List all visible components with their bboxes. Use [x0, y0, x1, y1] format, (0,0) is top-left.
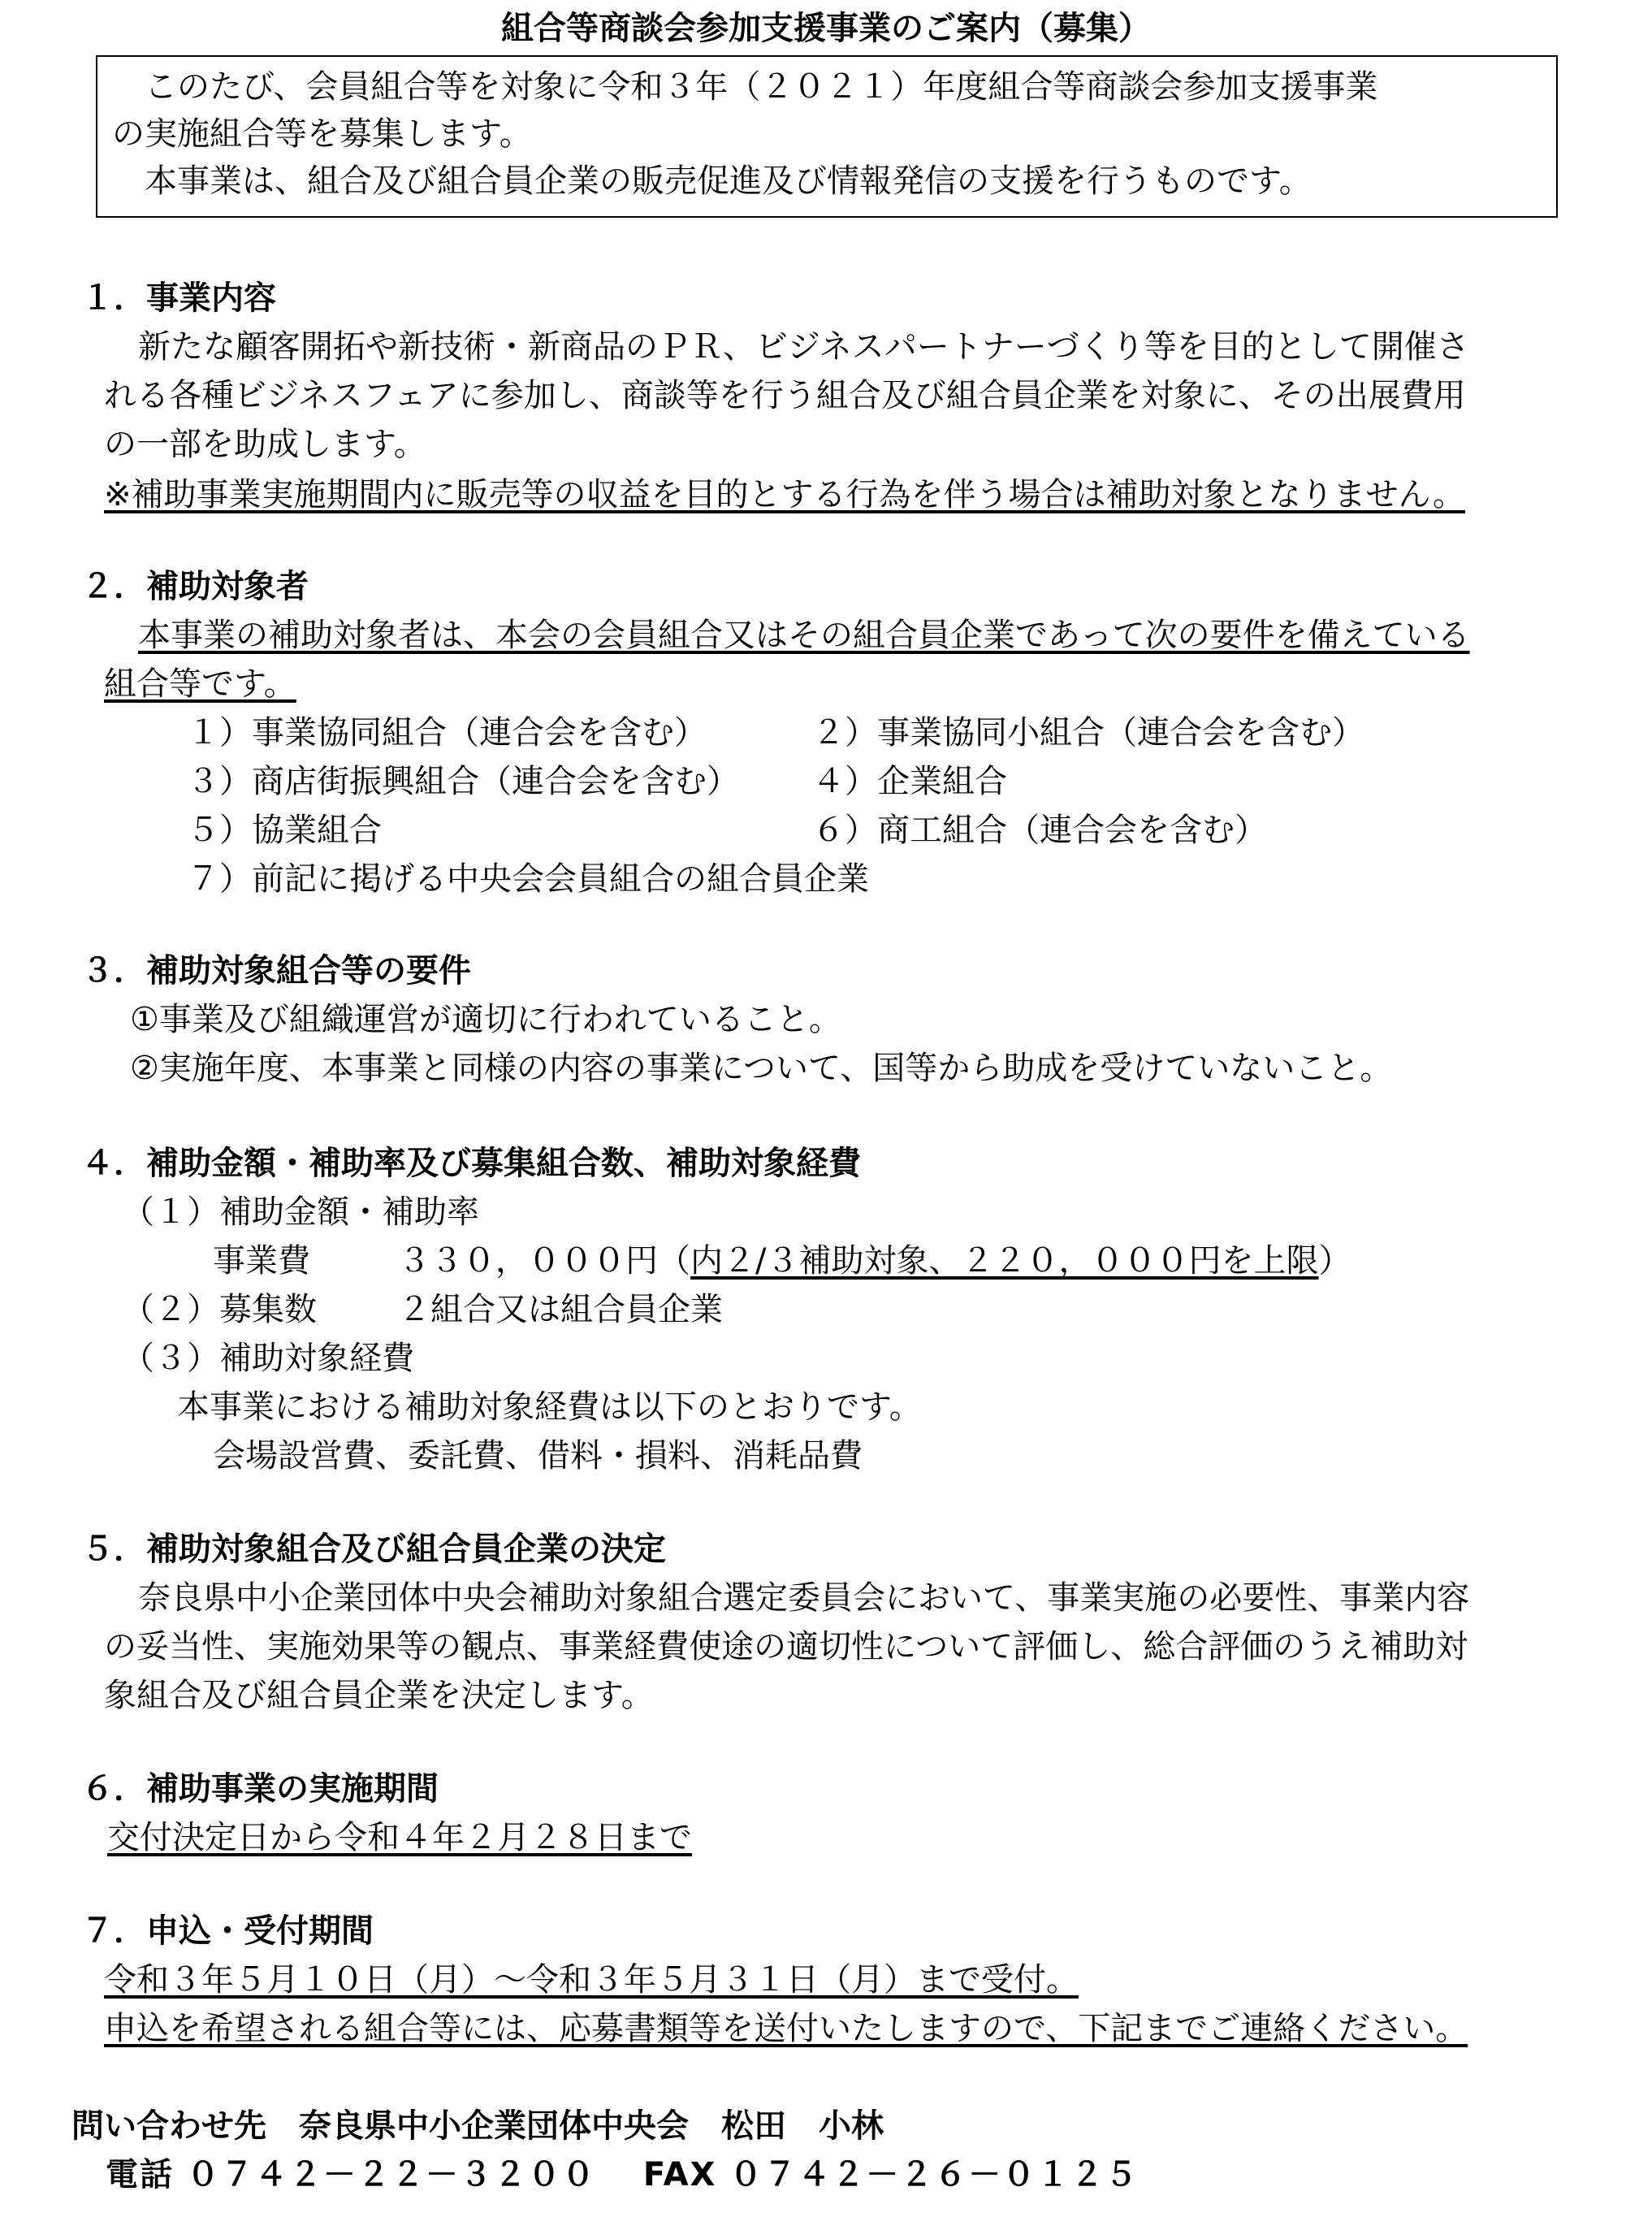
- section-1-paragraph-line-1: 新たな顧客開拓や新技術・新商品のＰＲ、ビジネスパートナーづくり等を目的として開催さ: [138, 328, 1469, 366]
- section-4-sub-2-value: ２組合又は組合員企業: [398, 1291, 723, 1328]
- eligible-item: ５）協業組合: [187, 812, 382, 849]
- contact-line: 問い合わせ先 奈良県中小企業団体中央会 松田 小林: [71, 2107, 884, 2145]
- eligible-item: ６）商工組合（連合会を含む）: [812, 812, 1267, 849]
- section-4-sub-3: （３）補助対象経費: [122, 1340, 414, 1377]
- section-5-paragraph-line-3: 象組合及び組合員企業を決定します。: [104, 1677, 654, 1714]
- requirement-item: ②実施年度、本事業と同様の内容の事業について、国等から助成を受けていないこと。: [130, 1050, 1393, 1087]
- section-7-paragraph-line-1: 令和３年５月１０日（月）～令和３年５月３１日（月）まで受付。: [104, 1961, 1079, 1999]
- section-4-sub-3-line-2: 会場設営費、委託費、借料・損料、消耗品費: [213, 1437, 863, 1475]
- contact-phone-fax: 電話 ０７４２－２２－３２００ FAX ０７４２－２６－０１２５: [106, 2156, 1140, 2194]
- section-1-paragraph-line-2: れる各種ビジネスフェアに参加し、商談等を行う組合及び組合員企業を対象に、その出展費用: [104, 377, 1466, 414]
- intro-line-2: の実施組合等を募集します。: [112, 115, 532, 153]
- section-3-heading: ３．補助対象組合等の要件: [81, 952, 471, 990]
- section-5-paragraph-line-1: 奈良県中小企業団体中央会補助対象組合選定委員会において、事業実施の必要性、事業内容: [138, 1579, 1470, 1617]
- section-5-paragraph-line-2: の妥当性、実施効果等の観点、事業経費使途の適切性について評価し、総合評価のうえ補助対: [104, 1628, 1468, 1665]
- section-4-heading: ４．補助金額・補助率及び募集組合数、補助対象経費: [81, 1145, 861, 1182]
- intro-line-1: このたび、会員組合等を対象に令和３年（２０２１）年度組合等商談会参加支援事業: [145, 68, 1378, 106]
- intro-box: [96, 55, 1558, 218]
- eligible-item: ２）事業協同小組合（連合会を含む）: [812, 714, 1364, 751]
- eligible-item: ４）企業組合: [812, 763, 1007, 800]
- intro-line-3: 本事業は、組合及び組合員企業の販売促進及び情報発信の支援を行うものです。: [145, 162, 1312, 200]
- requirement-item: ①事業及び組織運営が適切に行われていること。: [130, 1001, 841, 1038]
- section-1-heading: １．事業内容: [81, 279, 276, 317]
- section-5-heading: ５．補助対象組合及び組合員企業の決定: [81, 1531, 666, 1568]
- section-7-heading: ７．申込・受付期間: [81, 1912, 374, 1950]
- section-4-sub-2-label: （２）募集数: [122, 1291, 317, 1328]
- section-1-paragraph-line-3: の一部を助成します。: [104, 426, 426, 463]
- cost-close: ）: [1318, 1242, 1351, 1280]
- section-4-sub-1: （１）補助金額・補助率: [122, 1193, 479, 1231]
- cost-value: ３３０，０００円（: [398, 1242, 690, 1280]
- section-2-heading: ２．補助対象者: [81, 568, 309, 605]
- section-6-heading: ６．補助事業の実施期間: [81, 1770, 439, 1808]
- eligible-item: ７）前記に掲げる中央会会員組合の組合員企業: [187, 860, 869, 898]
- cost-detail: 内２/３補助対象、２２０，０００円を上限: [690, 1242, 1319, 1280]
- section-7-paragraph-line-2: 申込を希望される組合等には、応募書類等を送付いたしますので、下記までご連絡ください。: [104, 2010, 1468, 2047]
- section-1-note: ※補助事業実施期間内に販売等の収益を目的とする行為を伴う場合は補助対象となりません。: [104, 476, 1465, 513]
- section-4-sub-3-line-1: 本事業における補助対象経費は以下のとおりです。: [177, 1388, 922, 1426]
- eligible-item: １）事業協同組合（連合会を含む）: [187, 714, 707, 751]
- section-2-paragraph-line-1: 本事業の補助対象者は、本会の会員組合又はその組合員企業であって次の要件を備えている: [138, 617, 1470, 654]
- cost-label: 事業費: [213, 1242, 310, 1280]
- document-title: 組合等商談会参加支援事業のご案内（募集）: [501, 10, 1151, 47]
- cost-line: [398, 1239, 1351, 1283]
- section-2-paragraph-line-2: 組合等です。: [104, 665, 296, 703]
- eligible-item: ３）商店街振興組合（連合会を含む）: [187, 763, 739, 800]
- section-6-paragraph: 交付決定日から令和４年２月２８日まで: [107, 1819, 692, 1856]
